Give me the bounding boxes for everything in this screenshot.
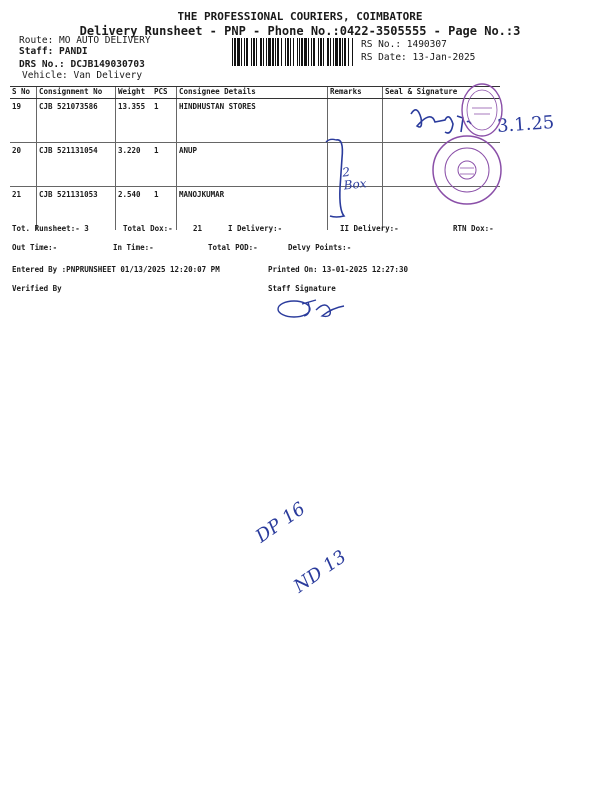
col-sno: S No: [10, 87, 37, 99]
col-pcs: PCS: [152, 87, 177, 99]
circular-seal-stamp-icon: [430, 130, 504, 210]
out-time: Out Time:-: [12, 243, 58, 252]
delvy-points: Delvy Points:-: [288, 243, 352, 252]
hospital-stamp-icon: [456, 78, 506, 138]
tot-runsheet: Tot. Runsheet:- 3: [12, 224, 89, 233]
handwritten-remark: 2 Box: [341, 164, 368, 193]
total-dox-value: 21: [193, 224, 203, 233]
table-header-row: [10, 87, 500, 99]
in-time: In Time:-: [113, 243, 154, 252]
cell-consignee: ANUP: [177, 143, 328, 187]
cell-sno: 20: [10, 143, 37, 187]
total-pod: Total POD:-: [208, 243, 258, 252]
drs-number: DRS No.: DCJB149030703: [19, 59, 145, 70]
cell-consignment: CJB 521073586: [37, 99, 116, 143]
cell-weight: 3.220: [116, 143, 153, 187]
entered-by: Entered By :PNPRUNSHEET 01/13/2025 12:20:07 PM: [12, 265, 220, 274]
cell-consignment: CJB 521131053: [37, 187, 116, 231]
col-seal-signature: Seal & Signature: [383, 87, 501, 99]
table-row: [10, 143, 500, 187]
handwritten-note-line1: DP 16: [252, 498, 310, 548]
barcode-image: [232, 38, 354, 66]
cell-consignee: MANOJKUMAR: [177, 187, 328, 231]
rtn-dox: RTN Dox:-: [453, 224, 494, 233]
verified-by: Verified By: [12, 284, 62, 293]
runsheet-subtitle: Delivery Runsheet - PNP - Phone No.:0422-3505555 - Page No.:3: [79, 24, 521, 38]
cell-weight: 13.355: [116, 99, 153, 143]
rs-date: RS Date: 13-Jan-2025: [361, 52, 476, 63]
col-consignment: Consignment No: [37, 87, 116, 99]
col-weight: Weight: [116, 87, 153, 99]
cell-pcs: 1: [152, 99, 177, 143]
i-delivery: I Delivery:-: [228, 224, 283, 233]
route-text: Route: MO AUTO DELIVERY: [19, 35, 151, 46]
handwritten-seal-date: 3.1.25: [496, 112, 555, 137]
cell-pcs: 1: [154, 190, 159, 199]
cell-pcs: 1: [152, 143, 177, 187]
company-name: THE PROFESSIONAL COURIERS, COIMBATORE: [177, 10, 423, 23]
printed-on: Printed On: 13-01-2025 12:27:30: [268, 265, 408, 274]
cell-sno: 21: [12, 190, 22, 199]
handwritten-note-line2: ND 13: [290, 546, 351, 598]
vehicle-text: Vehicle: Van Delivery: [22, 70, 143, 81]
cell-consignee: HINDHUSTAN STORES: [177, 99, 328, 143]
total-dox-label: Total Dox:-: [123, 224, 173, 233]
cell-sno: 19: [10, 99, 37, 143]
rs-number: RS No.: 1490307: [361, 39, 447, 50]
staff-signature-label: Staff Signature: [268, 284, 336, 293]
col-consignee: Consignee Details: [177, 87, 328, 99]
staff-signature-scribble-icon: [272, 296, 352, 322]
ii-delivery: II Delivery:-: [340, 224, 399, 233]
staff-text: Staff: PANDI: [19, 46, 88, 57]
cell-consignment: CJB 521131054: [37, 143, 116, 187]
cell-weight: 2.540: [116, 187, 153, 231]
col-remarks: Remarks: [328, 87, 383, 99]
